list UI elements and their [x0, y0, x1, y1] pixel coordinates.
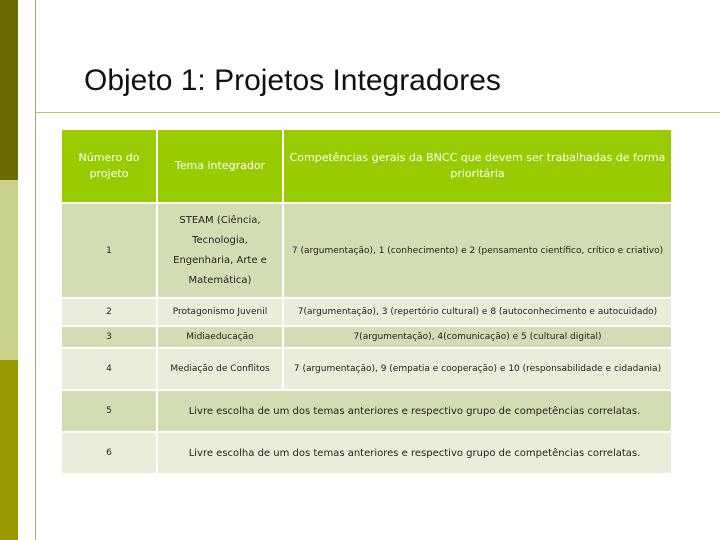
slide-title: Objeto 1: Projetos Integradores — [84, 64, 501, 97]
decor-band-middle — [0, 180, 18, 360]
header-competencies: Competências gerais da BNCC que devem ser trabalhadas de forma prioritária — [283, 129, 672, 203]
project-free-choice: Livre escolha de um dos temas anteriores e respectivo grupo de competências correlatas. — [157, 390, 672, 432]
table-row — [61, 203, 672, 298]
header-project-number: Número do projeto — [61, 129, 157, 203]
table-row — [61, 326, 672, 348]
project-competencies: 7(argumentação), 4(comunicação) e 5 (cultural digital) — [283, 326, 672, 348]
decor-vertical-line — [35, 0, 36, 540]
project-competencies: 7(argumentação), 3 (repertório cultural) e 8 (autoconhecimento e autocuidado) — [283, 298, 672, 326]
theme-line: Matemática) — [188, 274, 252, 286]
project-number: 2 — [61, 298, 157, 326]
table-row — [61, 432, 672, 474]
decor-horizontal-line — [35, 112, 720, 113]
theme-line: Engenharia, Arte e — [173, 254, 267, 266]
project-number: 3 — [61, 326, 157, 348]
table-header-row — [61, 129, 672, 203]
projects-table — [60, 128, 673, 475]
project-theme: Protagonismo Juvenil — [157, 298, 283, 326]
project-competencies: 7 (argumentação), 9 (empatia e cooperação) e 10 (responsabilidade e cidadania) — [283, 348, 672, 390]
decor-band-bottom — [0, 360, 18, 540]
table-row — [61, 390, 672, 432]
theme-line: STEAM (Ciência, — [179, 214, 261, 226]
project-number: 1 — [61, 203, 157, 298]
project-competencies: 7 (argumentação), 1 (conhecimento) e 2 (pensamento científico, crítico e criativo) — [283, 203, 672, 298]
project-theme — [157, 203, 283, 298]
theme-line: Tecnologia, — [192, 234, 248, 246]
project-number: 4 — [61, 348, 157, 390]
table-row — [61, 348, 672, 390]
project-number: 6 — [61, 432, 157, 474]
project-theme: Mediação de Conflitos — [157, 348, 283, 390]
project-free-choice: Livre escolha de um dos temas anteriores e respectivo grupo de competências correlatas. — [157, 432, 672, 474]
project-theme: Midiaeducação — [157, 326, 283, 348]
decor-band-top — [0, 0, 18, 180]
table-row — [61, 298, 672, 326]
project-number: 5 — [61, 390, 157, 432]
header-theme: Tema integrador — [157, 129, 283, 203]
